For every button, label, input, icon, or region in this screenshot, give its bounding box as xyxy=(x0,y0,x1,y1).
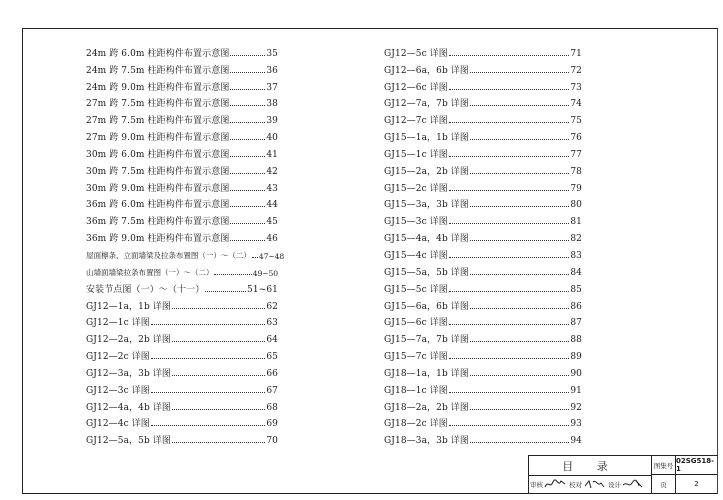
toc-entry-page: 45 xyxy=(266,217,278,228)
toc-entry xyxy=(86,194,278,211)
toc-leader-dots xyxy=(230,89,265,90)
toc-entry-page: 36 xyxy=(266,65,278,76)
toc-entry-page: 82 xyxy=(570,234,582,245)
toc-entry-page: 87 xyxy=(570,318,582,329)
toc-leader-dots xyxy=(151,358,265,359)
toc-entry-title: GJ15—3a，3b 详图 xyxy=(384,200,469,211)
toc-entry-page: 77 xyxy=(570,149,582,160)
toc-entry-title: GJ12—2c 详图 xyxy=(86,352,150,363)
toc-leader-dots xyxy=(172,442,265,443)
toc-entry-page: 65 xyxy=(266,352,278,363)
toc-entry-page: 35 xyxy=(266,48,278,59)
toc-entry-title: 36m 跨 7.5m 柱距构件布置示意图 xyxy=(86,217,230,228)
toc-leader-dots xyxy=(449,223,569,224)
toc-left-column xyxy=(86,42,285,447)
toc-entry-page: 41 xyxy=(266,149,278,160)
toc-entry-page: 84 xyxy=(570,267,582,278)
toc-entry-title: 安装节点图（一）～（十一） xyxy=(86,284,205,295)
toc-leader-dots xyxy=(230,156,265,157)
toc-entry xyxy=(86,210,278,227)
toc-entry xyxy=(86,362,278,379)
toc-entry-title: GJ12—7c 详图 xyxy=(384,116,448,127)
toc-entry-title: GJ15—4c 详图 xyxy=(384,250,448,261)
toc-leader-dots xyxy=(470,341,569,342)
toc-entry xyxy=(384,210,582,227)
toc-entry xyxy=(384,143,582,160)
toc-entry-title: GJ12—4c 详图 xyxy=(86,419,150,430)
toc-entry-title: 27m 跨 7.5m 柱距构件布置示意图 xyxy=(86,116,230,127)
toc-entry-title: GJ15—2a，2b 详图 xyxy=(384,166,469,177)
toc-leader-dots xyxy=(449,291,569,292)
toc-entry-page: 78 xyxy=(570,166,582,177)
toc-entry-page: 79 xyxy=(570,183,582,194)
toc-entry-title: GJ15—6a，6b 详图 xyxy=(384,301,469,312)
toc-entry-title: GJ15—7c 详图 xyxy=(384,352,448,363)
toc-entry-title: 24m 跨 9.0m 柱距构件布置示意图 xyxy=(86,82,230,93)
toc-entry xyxy=(86,396,278,413)
proofread-signature xyxy=(583,478,607,490)
toc-entry-title: GJ12—6c 详图 xyxy=(384,82,448,93)
toc-entry-title: GJ12—1a，1b 详图 xyxy=(86,301,171,312)
toc-entry-page: 62 xyxy=(266,301,278,312)
toc-entry xyxy=(86,379,278,396)
toc-entry-title: GJ15—6c 详图 xyxy=(384,318,448,329)
toc-entry-title: 24m 跨 6.0m 柱距构件布置示意图 xyxy=(86,48,230,59)
toc-entry xyxy=(86,261,278,278)
toc-entry-title: GJ12—5a，5b 详图 xyxy=(86,436,171,447)
toc-entry-title: GJ15—1c 详图 xyxy=(384,149,448,160)
toc-entry-page: 66 xyxy=(266,368,278,379)
toc-entry-page: 49~50 xyxy=(252,268,278,278)
toc-entry-page: 92 xyxy=(570,402,582,413)
toc-entry xyxy=(86,413,278,430)
toc-entry-page: 88 xyxy=(570,335,582,346)
toc-entry-page: 76 xyxy=(570,133,582,144)
toc-entry-page: 72 xyxy=(570,65,582,76)
toc-leader-dots xyxy=(230,122,265,123)
toc-leader-dots xyxy=(230,72,265,73)
design-label: 设计 xyxy=(608,480,621,489)
toc-entry-page: 64 xyxy=(266,335,278,346)
toc-entry xyxy=(384,396,582,413)
toc-entry-title: 24m 跨 7.5m 柱距构件布置示意图 xyxy=(86,65,230,76)
toc-entry-title: GJ12—6a，6b 详图 xyxy=(384,65,469,76)
toc-leader-dots xyxy=(470,139,569,140)
toc-entry-title: 30m 跨 6.0m 柱距构件布置示意图 xyxy=(86,149,230,160)
toc-leader-dots xyxy=(205,291,246,292)
toc-entry xyxy=(384,362,582,379)
toc-leader-dots xyxy=(470,375,569,376)
toc-leader-dots xyxy=(470,409,569,410)
toc-leader-dots xyxy=(470,308,569,309)
toc-leader-dots xyxy=(470,72,569,73)
toc-entry-title: GJ18—2a，2b 详图 xyxy=(384,402,469,413)
toc-entry xyxy=(86,42,278,59)
toc-entry-page: 46 xyxy=(266,234,278,245)
toc-entry xyxy=(384,59,582,76)
toc-leader-dots xyxy=(172,375,265,376)
toc-leader-dots xyxy=(151,425,265,426)
toc-entry-title: 36m 跨 9.0m 柱距构件布置示意图 xyxy=(86,234,230,245)
toc-entry-page: 47~48 xyxy=(258,251,285,261)
toc-entry-title: GJ15—3c 详图 xyxy=(384,217,448,228)
toc-leader-dots xyxy=(172,308,265,309)
toc-entry-page: 43 xyxy=(266,183,278,194)
toc-entry-page: 70 xyxy=(266,436,278,447)
toc-entry xyxy=(86,160,278,177)
toc-entry-title: 屋面檩条、立面墙梁及拉条布置图（一）～（二） xyxy=(86,250,251,260)
toc-entry xyxy=(86,295,278,312)
toc-entry xyxy=(86,109,278,126)
toc-entry xyxy=(384,42,582,59)
toc-leader-dots xyxy=(449,190,569,191)
toc-leader-dots xyxy=(230,190,265,191)
toc-entry xyxy=(86,143,278,160)
toc-entry xyxy=(86,59,278,76)
toc-entry-title: GJ12—2a，2b 详图 xyxy=(86,335,171,346)
toc-entry-title: GJ12—3c 详图 xyxy=(86,385,150,396)
toc-entry-title: GJ12—4a，4b 详图 xyxy=(86,402,171,413)
toc-entry-title: GJ15—5c 详图 xyxy=(384,284,448,295)
toc-entry-title: GJ15—7a，7b 详图 xyxy=(384,335,469,346)
toc-entry-page: 81 xyxy=(570,217,582,228)
toc-entry xyxy=(86,345,278,362)
toc-entry-page: 74 xyxy=(570,99,582,110)
design-signature xyxy=(622,478,646,490)
toc-entry-title: GJ18—1c 详图 xyxy=(384,385,448,396)
toc-entry-page: 44 xyxy=(266,200,278,211)
atlas-number: 02SG518-1 xyxy=(675,456,717,475)
toc-leader-dots xyxy=(151,392,265,393)
toc-entry xyxy=(384,312,582,329)
toc-entry-title: 山墙面墙梁拉条布置图（一）～（二） xyxy=(86,267,214,277)
toc-entry xyxy=(384,126,582,143)
toc-leader-dots xyxy=(252,257,258,258)
toc-entry-title: GJ15—1a，1b 详图 xyxy=(384,133,469,144)
toc-leader-dots xyxy=(470,442,569,443)
toc-entry xyxy=(384,160,582,177)
title-block-title: 目 录 xyxy=(529,456,651,476)
toc-leader-dots xyxy=(470,206,569,207)
toc-leader-dots xyxy=(470,105,569,106)
toc-entry xyxy=(384,413,582,430)
toc-entry xyxy=(86,429,278,446)
toc-entry-page: 37 xyxy=(266,82,278,93)
toc-entry-title: 30m 跨 9.0m 柱距构件布置示意图 xyxy=(86,183,230,194)
toc-leader-dots xyxy=(470,240,569,241)
toc-entry-page: 90 xyxy=(570,368,582,379)
toc-entry xyxy=(384,244,582,261)
toc-entry-title: GJ15—4a，4b 详图 xyxy=(384,234,469,245)
toc-entry xyxy=(86,312,278,329)
toc-right-column xyxy=(384,42,582,446)
toc-leader-dots xyxy=(449,392,569,393)
page-number: 2 xyxy=(675,475,717,493)
toc-entry-title: GJ12—5c 详图 xyxy=(384,48,448,59)
toc-leader-dots xyxy=(214,274,251,275)
toc-entry xyxy=(86,244,285,261)
toc-entry xyxy=(384,194,582,211)
toc-entry xyxy=(86,93,278,110)
title-block-signatures xyxy=(529,475,651,493)
toc-entry-page: 40 xyxy=(266,133,278,144)
toc-leader-dots xyxy=(449,324,569,325)
toc-entry xyxy=(384,429,582,446)
toc-entry-title: 27m 跨 9.0m 柱距构件布置示意图 xyxy=(86,133,230,144)
toc-entry xyxy=(384,76,582,93)
toc-entry-page: 68 xyxy=(266,402,278,413)
toc-leader-dots xyxy=(470,274,569,275)
toc-entry-title: GJ15—5a，5b 详图 xyxy=(384,267,469,278)
title-block xyxy=(528,455,718,494)
toc-entry xyxy=(384,295,582,312)
toc-leader-dots xyxy=(449,55,569,56)
toc-leader-dots xyxy=(449,89,569,90)
toc-entry xyxy=(384,227,582,244)
proofread-label: 校对 xyxy=(569,480,582,489)
toc-entry-title: GJ18—2c 详图 xyxy=(384,419,448,430)
toc-entry-title: 30m 跨 7.5m 柱距构件布置示意图 xyxy=(86,166,230,177)
toc-leader-dots xyxy=(449,425,569,426)
toc-entry-page: 91 xyxy=(570,385,582,396)
toc-leader-dots xyxy=(230,55,265,56)
toc-entry xyxy=(86,126,278,143)
toc-entry xyxy=(384,109,582,126)
toc-entry-page: 51~61 xyxy=(247,284,278,295)
toc-leader-dots xyxy=(230,223,265,224)
toc-entry-title: GJ12—7a，7b 详图 xyxy=(384,99,469,110)
toc-entry xyxy=(86,278,278,295)
review-label: 审核 xyxy=(530,480,543,489)
toc-entry-page: 80 xyxy=(570,200,582,211)
toc-entry-page: 71 xyxy=(570,48,582,59)
toc-leader-dots xyxy=(449,358,569,359)
toc-entry-page: 86 xyxy=(570,301,582,312)
toc-entry-title: GJ12—3a，3b 详图 xyxy=(86,368,171,379)
toc-entry-page: 38 xyxy=(266,99,278,110)
toc-entry xyxy=(384,328,582,345)
toc-leader-dots xyxy=(172,341,265,342)
toc-leader-dots xyxy=(470,173,569,174)
toc-leader-dots xyxy=(230,240,265,241)
toc-entry-page: 39 xyxy=(266,116,278,127)
toc-entry xyxy=(86,177,278,194)
toc-entry-title: GJ18—1a，1b 详图 xyxy=(384,368,469,379)
toc-leader-dots xyxy=(449,122,569,123)
page-label: 页 xyxy=(651,475,675,493)
toc-entry xyxy=(384,177,582,194)
toc-entry xyxy=(384,93,582,110)
review-signature xyxy=(544,478,568,490)
toc-leader-dots xyxy=(449,156,569,157)
toc-entry-page: 93 xyxy=(570,419,582,430)
toc-entry-title: 27m 跨 7.5m 柱距构件布置示意图 xyxy=(86,99,230,110)
toc-entry-title: 36m 跨 6.0m 柱距构件布置示意图 xyxy=(86,200,230,211)
toc-entry-page: 89 xyxy=(570,352,582,363)
toc-entry-title: GJ18—3a，3b 详图 xyxy=(384,436,469,447)
toc-leader-dots xyxy=(230,139,265,140)
toc-entry-page: 42 xyxy=(266,166,278,177)
toc-leader-dots xyxy=(230,105,265,106)
toc-entry-title: GJ15—2c 详图 xyxy=(384,183,448,194)
toc-entry-title: GJ12—1c 详图 xyxy=(86,318,150,329)
toc-entry-page: 67 xyxy=(266,385,278,396)
toc-entry xyxy=(86,76,278,93)
toc-entry xyxy=(86,328,278,345)
toc-entry-page: 69 xyxy=(266,419,278,430)
toc-leader-dots xyxy=(151,324,265,325)
toc-leader-dots xyxy=(230,173,265,174)
toc-entry-page: 94 xyxy=(570,436,582,447)
toc-leader-dots xyxy=(230,206,265,207)
toc-entry-page: 63 xyxy=(266,318,278,329)
toc-entry xyxy=(384,379,582,396)
toc-entry-page: 75 xyxy=(570,116,582,127)
toc-entry-page: 73 xyxy=(570,82,582,93)
toc-entry xyxy=(384,278,582,295)
toc-entry xyxy=(384,261,582,278)
toc-leader-dots xyxy=(172,409,265,410)
toc-entry xyxy=(384,345,582,362)
toc-leader-dots xyxy=(449,257,569,258)
toc-entry-page: 85 xyxy=(570,284,582,295)
toc-entry xyxy=(86,227,278,244)
toc-entry-page: 83 xyxy=(570,250,582,261)
atlas-number-label: 图集号 xyxy=(651,456,675,475)
